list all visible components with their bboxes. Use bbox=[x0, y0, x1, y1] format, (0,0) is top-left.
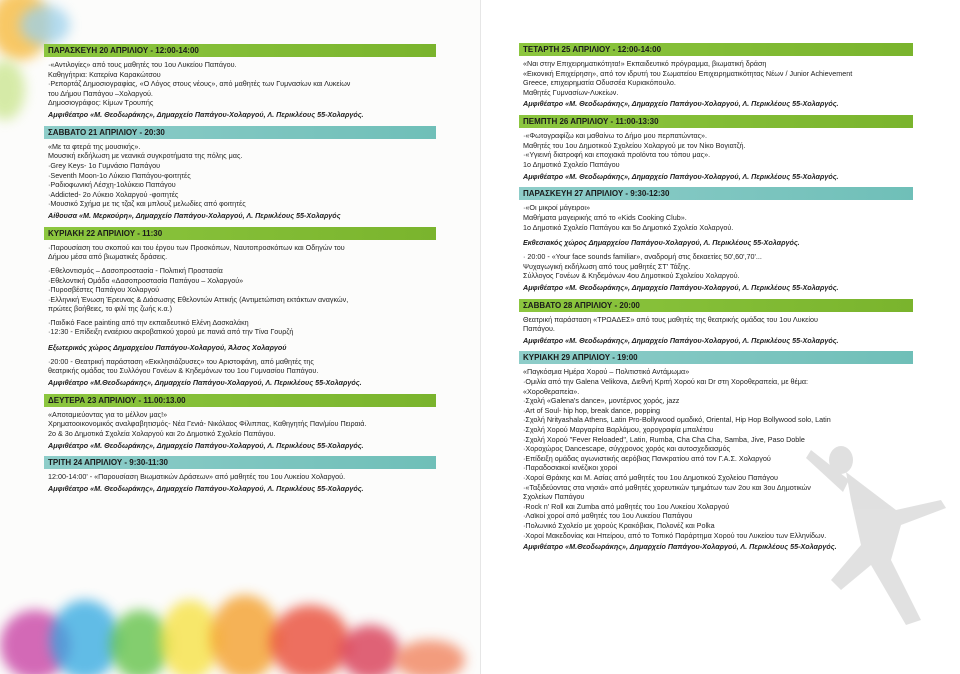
event-line: ·Παραδοσιακοί κινέζικοι χοροί bbox=[523, 463, 618, 473]
event-line: Σύλλογος Γονέων & Κηδεμόνων 4ου Δημοτικού Σχολείου Χολαργού. bbox=[523, 271, 740, 281]
event-line: Δημοσιογράφος: Κίμων Τρουπής bbox=[48, 98, 154, 108]
event-location: Αμφιθέατρο «Μ. Θεοδωράκης», Δημαρχείο Παπάγου-Χολαργού, Λ. Περικλέους 55-Χολαργός. bbox=[523, 99, 839, 109]
event-line: ·Πολωνικό Σχολείο με χορούς Κρακόβιακ, Πολονέζ και Polka bbox=[523, 520, 715, 530]
day-header: ΠΑΡΑΣΚΕΥΗ 27 ΑΠΡΙΛΙΟΥ - 9:30-12:30 bbox=[519, 187, 913, 200]
right-page bbox=[480, 0, 960, 674]
event-line: ·Seventh Moon-1ο Λύκειο Παπάγου-φοιτητές bbox=[48, 170, 191, 180]
paint-splash-decoration bbox=[210, 595, 280, 674]
event-line: «Ναι στην Επιχειρηματικότητα!» Εκπαιδευτικό πρόγραμμα, βιωματική δράση bbox=[523, 59, 767, 68]
event-line: Μαθητές Γυμνασίων-Λυκείων. bbox=[523, 87, 619, 97]
event-line: 1ο Δημοτικό Σχολείο Παπάγου και 5ο Δημοτικό Σχολείο Χολαργού. bbox=[523, 222, 734, 232]
event-line: Χρηματοοικονομικός αναλφαβητισμός- Νέα Γενιά- Νικόλαος Φίλιππας, Καθηγητής Παν/μίου Πειραιά. bbox=[48, 419, 367, 429]
spacer bbox=[44, 337, 436, 341]
event-line: ·Addicted- 2ο Λύκειο Χολαργού -φοιτητές bbox=[48, 189, 179, 199]
day-header: ΠΕΜΠΤΗ 26 ΑΠΡΙΛΙΟΥ - 11:00-13:30 bbox=[519, 115, 913, 128]
day-header: ΔΕΥΤΕΡΑ 23 ΑΠΡΙΛΙΟΥ - 11.00:13.00 bbox=[44, 394, 436, 407]
event-line: ·Χοροχώρος Dancescape, σύγχρονος χορός και αυτοσχεδιασμός bbox=[523, 444, 731, 454]
event-line: «Χοροθεραπεία». bbox=[523, 386, 580, 396]
event-line: «Εικονική Επιχείρηση», από τον ιδρυτή του Σωματείου Επιχειρηματικότητας Νέων / Junior Achievement bbox=[523, 68, 853, 78]
event-line: 1ο Δημοτικό Σχολείο Παπάγου bbox=[523, 159, 620, 169]
day-header: ΠΑΡΑΣΚΕΥΗ 20 ΑΠΡΙΛΙΟΥ - 12:00-14:00 bbox=[44, 44, 436, 57]
event-line: «Αποταμιεύοντας για το μέλλον μας!» bbox=[48, 409, 168, 419]
event-line: ·Ραδιοφωνική Λέσχη-1ολύκειο Παπάγου bbox=[48, 180, 176, 190]
event-line: · 20:00 - «Your face sounds familiar», αναδρομή στις δεκαετίες 50',60',70'... bbox=[523, 251, 762, 261]
event-line: ·Art of Soul- hip hop, break dance, popping bbox=[523, 405, 661, 415]
event-location: Αμφιθέατρο «Μ. Θεοδωράκης», Δημαρχείο Παπάγου-Χολαργού, Λ. Περικλέους 55-Χολαργός. bbox=[48, 484, 364, 494]
event-line: ·Λαϊκοί χοροί από μαθητές του 1ου Λυκείου Παπάγου bbox=[523, 511, 693, 521]
day-section bbox=[519, 115, 913, 181]
event-line: 12:00-14:00' - «Παρουσίαση Βιωματικών Δράσεων» από μαθητές του 1ου Λυκείου Χολαργού. bbox=[48, 472, 346, 482]
event-line: ·Πυροσβέστες Παπάγου Χολαργού bbox=[48, 285, 160, 295]
day-header: ΚΥΡΙΑΚΗ 29 ΑΠΡΙΛΙΟΥ - 19:00 bbox=[519, 351, 913, 364]
event-line: ·«Οι μικροί μάγειροι» bbox=[523, 203, 590, 213]
event-line: ·Παιδικό Face painting από την εκπαιδευτικό Ελένη Δασκαλάκη bbox=[48, 317, 249, 327]
event-line: ·Ελληνική Ένωση Έρευνας & Διάσωσης Εθελοντών Αττικής (Αντιμετώπιση εκτάκτων αναγκών, bbox=[48, 294, 349, 304]
event-line: ·Σχολή Χορού "Fever Reloaded", Latin, Rumba, Cha Cha Cha, Samba, Jive, Paso Doble bbox=[523, 434, 805, 444]
event-line: ·«Ταξιδεύοντας στα νησιά» από μαθητές χορευτικών τμημάτων των 2ου και 3ου Δημοτικών bbox=[523, 482, 811, 492]
event-line: «Με τα φτερά της μουσικής». bbox=[48, 141, 141, 151]
day-header: ΣΑΒΒΑΤΟ 21 ΑΠΡΙΛΙΟΥ - 20:30 bbox=[44, 126, 436, 139]
event-line: Greece, επιχειρηματία Οδυσσέα Κυριακόπουλο. bbox=[523, 78, 676, 88]
event-venue: Εκθεσιακός χώρος Δημαρχείου Παπάγου-Χολαργού, Λ. Περικλέους 55-Χολαργός. bbox=[523, 238, 800, 248]
event-location: Αμφιθέατρο «Μ.Θεοδωράκης», Δημαρχείο Παπάγου-Χολαργού, Λ. Περικλέους 55-Χολαργός. bbox=[48, 378, 362, 388]
day-section bbox=[44, 44, 436, 120]
event-line: ·Εθελοντισμός – Δασοπροστασία - Πολιτική Προστασία bbox=[48, 265, 223, 275]
event-line: ·«Υγιεινή διατροφή και εποχιακά προϊόντα του τόπου μας». bbox=[523, 150, 711, 160]
day-section bbox=[44, 394, 436, 451]
paint-splash-decoration bbox=[20, 5, 70, 45]
day-section bbox=[519, 187, 913, 292]
event-line: ·«Φωτογραφίζω και μαθαίνω το Δήμο μου περπατώντας». bbox=[523, 131, 708, 141]
event-line: ·Grey Keys- 1ο Γυμνάσιο Παπάγου bbox=[48, 160, 161, 170]
paint-splash-decoration bbox=[0, 60, 25, 120]
event-line: ·Χοροί Μακεδονίας και Ηπείρου, από το Τοπικό Παράρτημα Χορού του Λυκείου των Ελληνίδων. bbox=[523, 530, 827, 540]
event-line: Καθηγήτρια: Κατερίνα Καρακώτσου bbox=[48, 69, 161, 79]
day-section bbox=[44, 227, 436, 388]
event-line: 2ο & 3ο Δημοτικά Σχολεία Χολαργού και 2ο Δημοτικό Σχολείο Παπάγου. bbox=[48, 429, 276, 439]
event-line: ·«Αντιλογίες» από τους μαθητές του 1ου Λυκείου Παπάγου. bbox=[48, 60, 237, 69]
spacer bbox=[519, 232, 913, 236]
day-section bbox=[519, 299, 913, 346]
event-line: θεατρικής ομάδας του Συλλόγου Γονέων & Κηδεμόνων του 1ου Γυμνασίου Παπάγου. bbox=[48, 366, 319, 376]
event-line: ·20:00 - Θεατρική παράσταση «Εκκλησιάζουσες» του Αριστοφάνη, από μαθητές της bbox=[48, 356, 314, 366]
event-location: Αμφιθέατρο «Μ. Θεοδωράκης», Δημαρχείο Παπάγου-Χολαργού, Λ. Περικλέους 55-Χολαργός. bbox=[523, 171, 839, 181]
event-location: Αμφιθέατρο «Μ. Θεοδωράκης», Δημαρχείο Παπάγου-Χολαργού, Λ. Περικλέους 55-Χολαργός. bbox=[523, 335, 839, 345]
event-line: Μαθήματα μαγειρικής από το «Kids Cooking Club». bbox=[523, 212, 687, 222]
paint-splash-decoration bbox=[50, 600, 120, 674]
paint-splash-decoration bbox=[270, 605, 350, 674]
day-header: ΣΑΒΒΑΤΟ 28 ΑΠΡΙΛΙΟΥ - 20:00 bbox=[519, 299, 913, 312]
event-line: Παπάγου. bbox=[523, 324, 555, 334]
event-line: ·Ομιλία από την Galena Velikova, Διεθνή Κριτή Χορού και Dr στη Χοροθεραπεία, με θέμα: bbox=[523, 377, 809, 387]
event-line: ·Σχολή Χορού Μαργαρίτα Βαρλάμου, χορογραφία μπαλέτου bbox=[523, 425, 714, 435]
event-line: ·Σχολή «Galena's dance», μοντέρνος χορός, jazz bbox=[523, 396, 680, 406]
event-line: ·Παρουσίαση του σκοπού και του έργου των Προσκόπων, Ναυτοπροσκόπων και Οδηγών του bbox=[48, 242, 345, 252]
event-line: του Δήμου Παπάγου –Χολαργού. bbox=[48, 88, 153, 98]
day-section bbox=[519, 43, 913, 109]
event-line: ·Μουσικό Σχήμα με τις τζαζ και μπλουζ μελωδίες από φοιτητές bbox=[48, 199, 246, 209]
event-location: Αμφιθέατρο «Μ.Θεοδωράκης», Δημαρχείο Παπάγου-Χολαργού, Λ. Περικλέους 55-Χολαργός. bbox=[523, 542, 837, 552]
event-line: ·Rock n' Roll και Zumba από μαθητές του 1ου Λυκείου Χολαργού bbox=[523, 501, 730, 511]
event-line: ·Επίδειξη ομάδας αγωνιστικής αερόβιας Πανκρατίου από τον Γ.Α.Σ. Χολαργού bbox=[523, 453, 771, 463]
event-line: Δήμου μέσα από βιωματικές δράσεις. bbox=[48, 252, 168, 262]
event-line: Θεατρική παράσταση «ΤΡΩΑΔΕΣ» από τους μαθητές της θεατρικής ομάδας του 1ου Λυκείου bbox=[523, 314, 818, 324]
day-section bbox=[44, 456, 436, 493]
event-line: ·Σχολή Nrityashala Athens, Latin Pro-Bollywood ομαδικό, Oriental, Hip Hop Bollywood solo, Latin bbox=[523, 415, 831, 425]
day-header: ΚΥΡΙΑΚΗ 22 ΑΠΡΙΛΙΟΥ - 11:30 bbox=[44, 227, 436, 240]
event-location: Αμφιθέατρο «Μ. Θεοδωράκης», Δημαρχείο Παπάγου-Χολαργού, Λ. Περικλέους 55-Χολαργός. bbox=[48, 440, 364, 450]
event-location: Αίθουσα «Μ. Μερκούρη», Δημαρχείο Παπάγου-Χολαργού, Λ. Περικλέους 55-Χολαργός bbox=[48, 210, 341, 220]
event-line: Μαθητές του 1ου Δημοτικού Σχολείου Χολαργού με τον Νίκο Βογιατζή. bbox=[523, 140, 746, 150]
event-line: ·Χοροί Θράκης και Μ. Ασίας από μαθητές του 1ου Δημοτικού Σχολείου Παπάγου bbox=[523, 473, 778, 483]
event-location: Αμφιθέατρο «Μ. Θεοδωράκης», Δημαρχείο Παπάγου-Χολαργού, Λ. Περικλέους 55-Χολαργός. bbox=[48, 109, 364, 119]
event-line: πρώτες βοήθειες, το φιλί της ζωής κ.α.) bbox=[48, 304, 173, 314]
event-line: ·Εθελοντική Ομάδα «Δασοπροστασία Παπάγου – Χολαργού» bbox=[48, 275, 244, 285]
left-schedule-column bbox=[44, 44, 436, 500]
event-line: «Παγκόσμια Ημέρα Χορού – Πολιτιστικό Αντάμωμα» bbox=[523, 367, 690, 377]
paint-splash-decoration bbox=[340, 625, 400, 674]
day-header: ΤΕΤΑΡΤΗ 25 ΑΠΡΙΛΙΟΥ - 12:00-14:00 bbox=[519, 43, 913, 56]
event-line: Μουσική εκδήλωση με νεανικά συγκροτήματα της πόλης μας. bbox=[48, 151, 243, 161]
paint-splash-decoration bbox=[395, 640, 465, 674]
event-venue: Εξωτερικός χώρος Δημαρχείου Παπάγου-Χολαργού, Άλσος Χολαργού bbox=[48, 343, 287, 353]
day-header: ΤΡΙΤΗ 24 ΑΠΡΙΛΙΟΥ - 9:30-11:30 bbox=[44, 456, 436, 469]
event-line: ·Ρεπορτάζ Δημοσιογραφίας, «Ο Λόγος στους νέους», από μαθητές των Γυμνασίων και Λυκείων bbox=[48, 79, 351, 89]
event-line: Σχολείων Παπάγου bbox=[523, 492, 585, 502]
dancer-silhouette-image bbox=[801, 430, 951, 630]
day-section bbox=[44, 126, 436, 221]
event-line: Ψυχαγωγική εκδήλωση από τους μαθητές ΣΤ' Τάξης. bbox=[523, 261, 691, 271]
event-location: Αμφιθέατρο «Μ. Θεοδωράκης», Δημαρχείο Παπάγου-Χολαργού, Λ. Περικλέους 55-Χολαργός. bbox=[523, 282, 839, 292]
event-line: ·12:30 - Επίδειξη εναέριου ακροβατικού χορού με πανιά από την Τίνα Γουρζή bbox=[48, 327, 294, 337]
